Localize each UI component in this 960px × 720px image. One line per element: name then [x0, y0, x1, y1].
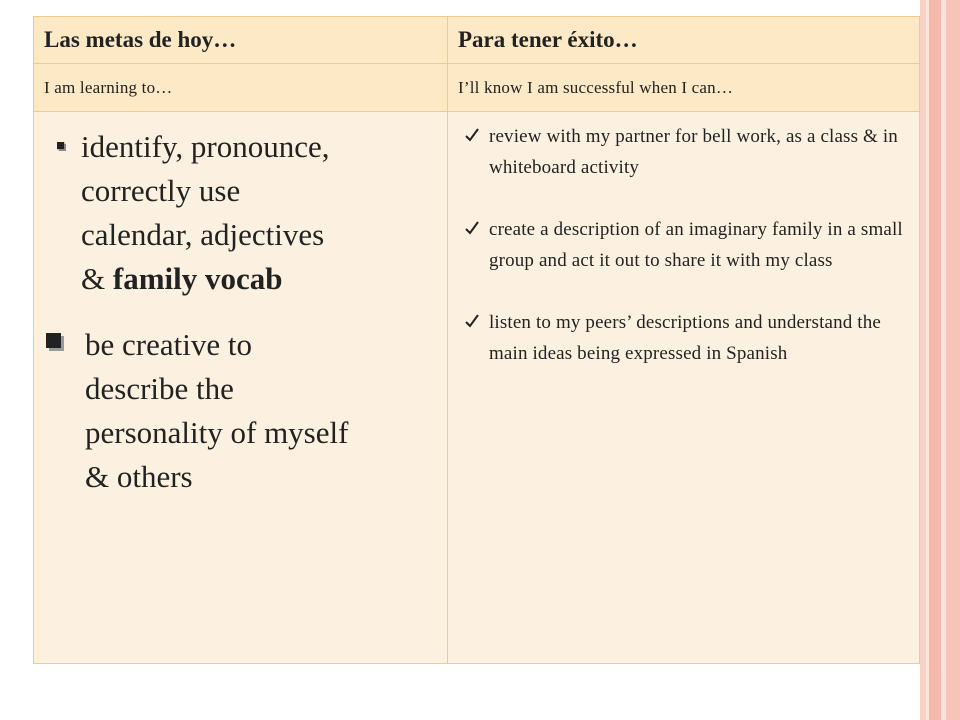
goal-text-line: identify, pronounce, — [81, 129, 330, 164]
decorative-stripes — [920, 0, 960, 720]
right-subheader: I’ll know I am successful when I can… — [448, 64, 920, 112]
content-row — [34, 112, 920, 664]
left-subheader: I am learning to… — [34, 64, 448, 112]
checkmark-icon — [465, 221, 479, 235]
criteria-item — [463, 307, 910, 369]
goals-cell — [34, 112, 448, 664]
square-bullet-icon — [45, 332, 65, 352]
goal-bold-text: family vocab — [112, 261, 283, 296]
criteria-text: listen to my peers’ descriptions and understand the main ideas being expressed in Spanish — [489, 312, 881, 364]
checkmark-icon — [465, 314, 479, 328]
goals-table — [33, 16, 920, 664]
checkmark-icon — [465, 128, 479, 142]
criteria-item — [463, 214, 910, 276]
goal-text-line: personality of myself — [85, 415, 349, 450]
left-header: Las metas de hoy… — [34, 17, 448, 64]
square-bullet-icon — [57, 142, 66, 151]
criteria-list — [449, 113, 918, 369]
right-header: Para tener éxito… — [448, 17, 920, 64]
goal-item — [45, 125, 436, 301]
header-row — [34, 17, 920, 64]
goal-text-line — [81, 257, 436, 301]
criteria-text: create a description of an imaginary family in a small group and act it out to share it with my class — [489, 219, 903, 271]
goals-list — [35, 113, 446, 499]
goal-text-prefix: & — [81, 261, 113, 296]
goal-text-line: describe the — [85, 371, 234, 406]
criteria-text: review with my partner for bell work, as a class & in whiteboard activity — [489, 126, 898, 178]
goal-text-line: be creative to — [85, 327, 252, 362]
subheader-row — [34, 64, 920, 112]
criteria-item — [463, 121, 910, 183]
criteria-cell — [448, 112, 920, 664]
goal-text-line: & others — [85, 459, 193, 494]
goal-text-line: calendar, adjectives — [81, 217, 325, 252]
goal-item — [45, 323, 436, 499]
goal-text-line: correctly use — [81, 173, 241, 208]
